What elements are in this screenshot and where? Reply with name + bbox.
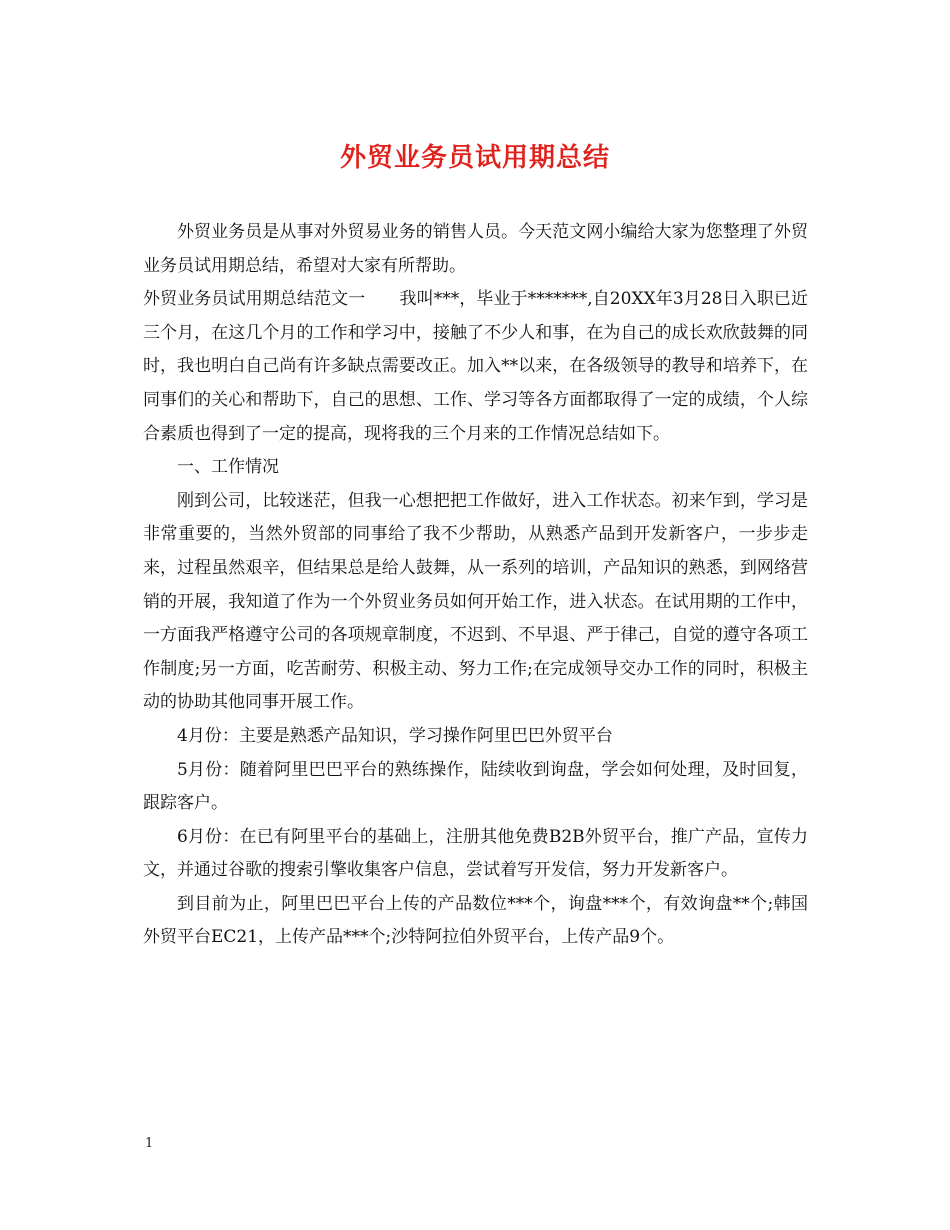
paragraph-may: 5月份：随着阿里巴巴平台的熟练操作，陆续收到询盘，学会如何处理，及时回复，跟踪客户。 [143, 759, 808, 814]
document-body [143, 216, 808, 955]
document-title: 外贸业务员试用期总结 [339, 143, 610, 173]
paragraph-april: 4月份：主要是熟悉产品知识，学习操作阿里巴巴外贸平台 [177, 725, 613, 746]
paragraph-results: 到目前为止，阿里巴巴平台上传的产品数位***个，询盘***个，有效询盘**个;韩国外贸平台EC21，上传产品***个;沙特阿拉伯外贸平台，上传产品9个。 [143, 893, 808, 948]
page-number: 1 [145, 1136, 154, 1151]
paragraph-intro: 外贸业务员是从事对外贸易业务的销售人员。今天范文网小编给大家为您整理了外贸业务员试用期总结，希望对大家有所帮助。 [143, 222, 808, 276]
section-heading-work: 一、工作情况 [177, 457, 279, 478]
paragraph-sample-one: 外贸业务员试用期总结范文一 我叫***，毕业于*******,自20XX年3月28日入职已近三个月，在这几个月的工作和学习中，接触了不少人和事，在为自己的成长欢欣鼓舞的同时，我也明白自己尚有许多缺点需要改正。加入**以来，在各级领导的教导和培养下，在同事们的关心和帮助下，自己的思想、工作、学习等各方面都取得了一定的成绩，个人综合素质也得到了一定的提高，现将我的三个月来的工作情况总结如下。 [143, 289, 808, 444]
paragraph-june: 6月份：在已有阿里平台的基础上，注册其他免费B2B外贸平台，推广产品，宣传力文，并通过谷歌的搜索引擎收集客户信息，尝试着写开发信，努力开发新客户。 [143, 826, 808, 881]
paragraph-work-situation: 刚到公司，比较迷茫，但我一心想把把工作做好，进入工作状态。初来乍到，学习是非常重要的，当然外贸部的同事给了我不少帮助，从熟悉产品到开发新客户，一步步走来，过程虽然艰辛，但结果总是给人鼓舞，从一系列的培训，产品知识的熟悉，到网络营销的开展，我知道了作为一个外贸业务员如何开始工作，进入状态。在试用期的工作中，一方面我严格遵守公司的各项规章制度，不迟到、不早退、严于律己，自觉的遵守各项工作制度;另一方面，吃苦耐劳、积极主动、努力工作;在完成领导交办工作的同时，积极主动的协助其他同事开展工作。 [143, 490, 808, 713]
